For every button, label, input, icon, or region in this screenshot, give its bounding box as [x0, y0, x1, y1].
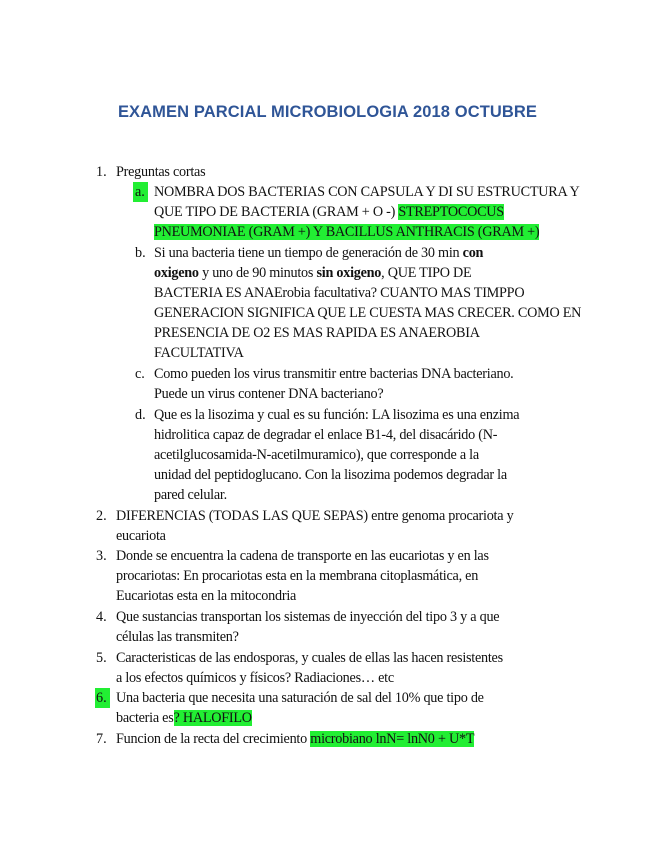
- item-1b-line-6: FACULTATIVA: [154, 345, 244, 361]
- item-1d-line-5: pared celular.: [154, 487, 227, 503]
- item-6-line-2: bacteria es? HALOFILO: [116, 710, 252, 726]
- item-3-number: 3.: [96, 548, 107, 564]
- item-1b-letter: b.: [135, 245, 146, 261]
- item-1a-line-1: NOMBRA DOS BACTERIAS CON CAPSULA Y DI SU ESTRUCTURA Y: [154, 184, 580, 200]
- item-2-line-2: eucariota: [116, 528, 166, 544]
- item-3-line-2: procariotas: En procariotas esta en la membrana citoplasmática, en: [116, 568, 479, 584]
- item-1c-letter: c.: [135, 366, 145, 382]
- item-6-line-1: Una bacteria que necesita una saturación de sal del 10% que tipo de: [116, 690, 484, 706]
- item-5-number: 5.: [96, 650, 107, 666]
- item-6-number: 6.: [95, 688, 110, 708]
- item-1b-line-4: GENERACION SIGNIFICA QUE LE CUESTA MAS CRECER. COMO EN: [154, 305, 582, 321]
- item-1d-line-1: Que es la lisozima y cual es su función: LA lisozima es una enzima: [154, 407, 520, 423]
- item-1a-letter: a.: [133, 182, 148, 202]
- page-title: EXAMEN PARCIAL MICROBIOLOGIA 2018 OCTUBRE: [117, 103, 538, 121]
- item-1d-letter: d.: [135, 407, 146, 423]
- item-7-number: 7.: [96, 731, 107, 747]
- item-1c-line-2: Puede un virus contener DNA bacteriano?: [154, 386, 384, 402]
- item-3-line-1: Donde se encuentra la cadena de transporte en las eucariotas y en las: [116, 548, 489, 564]
- item-1a-line-3: [154, 222, 539, 242]
- item-7-answer-highlight: microbiano lnN= lnN0 + U*T: [310, 731, 475, 747]
- item-2-line-1: DIFERENCIAS (TODAS LAS QUE SEPAS) entre genoma procariota y: [116, 508, 514, 524]
- item-1a-answer-highlight-2: PNEUMONIAE (GRAM +) Y BACILLUS ANTHRACIS (GRAM +): [154, 224, 540, 240]
- item-1b-line-1: Si una bacteria tiene un tiempo de generación de 30 min con: [154, 245, 484, 261]
- item-4-line-2: células las transmiten?: [116, 629, 239, 645]
- item-5-line-2: a los efectos químicos y físicos? Radiaciones… etc: [116, 670, 394, 686]
- item-1a-line-2: QUE TIPO DE BACTERIA (GRAM + O -) STREPTOCOCUS: [154, 204, 504, 220]
- item-1b-line-5: PRESENCIA DE O2 ES MAS RAPIDA ES ANAEROBIA: [154, 325, 480, 341]
- item-1c-line-1: Como pueden los virus transmitir entre bacterias DNA bacteriano.: [154, 366, 514, 382]
- item-7-line-1: Funcion de la recta del crecimiento microbiano lnN= lnN0 + U*T: [116, 731, 475, 747]
- item-1a-answer-highlight: STREPTOCOCUS: [398, 204, 504, 220]
- item-1-text: Preguntas cortas: [116, 164, 206, 180]
- item-2-number: 2.: [96, 508, 107, 524]
- item-1d-line-2: hidrolitica capaz de degradar el enlace B1-4, del disacárido (N-: [154, 427, 498, 443]
- item-4-line-1: Que sustancias transportan los sistemas de inyección del tipo 3 y a que: [116, 609, 500, 625]
- item-1b-line-3: BACTERIA ES ANAErobia facultativa? CUANTO MAS TIMPPO: [154, 285, 525, 301]
- item-1d-line-3: acetilglucosamida-N-acetilmuramico), que corresponde a la: [154, 447, 479, 463]
- item-4-number: 4.: [96, 609, 107, 625]
- item-6-answer-highlight: ? HALOFILO: [173, 710, 252, 726]
- item-3-line-3: Eucariotas esta en la mitocondria: [116, 588, 297, 604]
- item-5-line-1: Caracteristicas de las endosporas, y cuales de ellas las hacen resistentes: [116, 650, 503, 666]
- item-1d-line-4: unidad del peptidoglucano. Con la lisozima podemos degradar la: [154, 467, 507, 483]
- item-1b-line-2: oxigeno y uno de 90 minutos sin oxigeno, QUE TIPO DE: [154, 265, 472, 281]
- item-1-number: 1.: [96, 164, 107, 180]
